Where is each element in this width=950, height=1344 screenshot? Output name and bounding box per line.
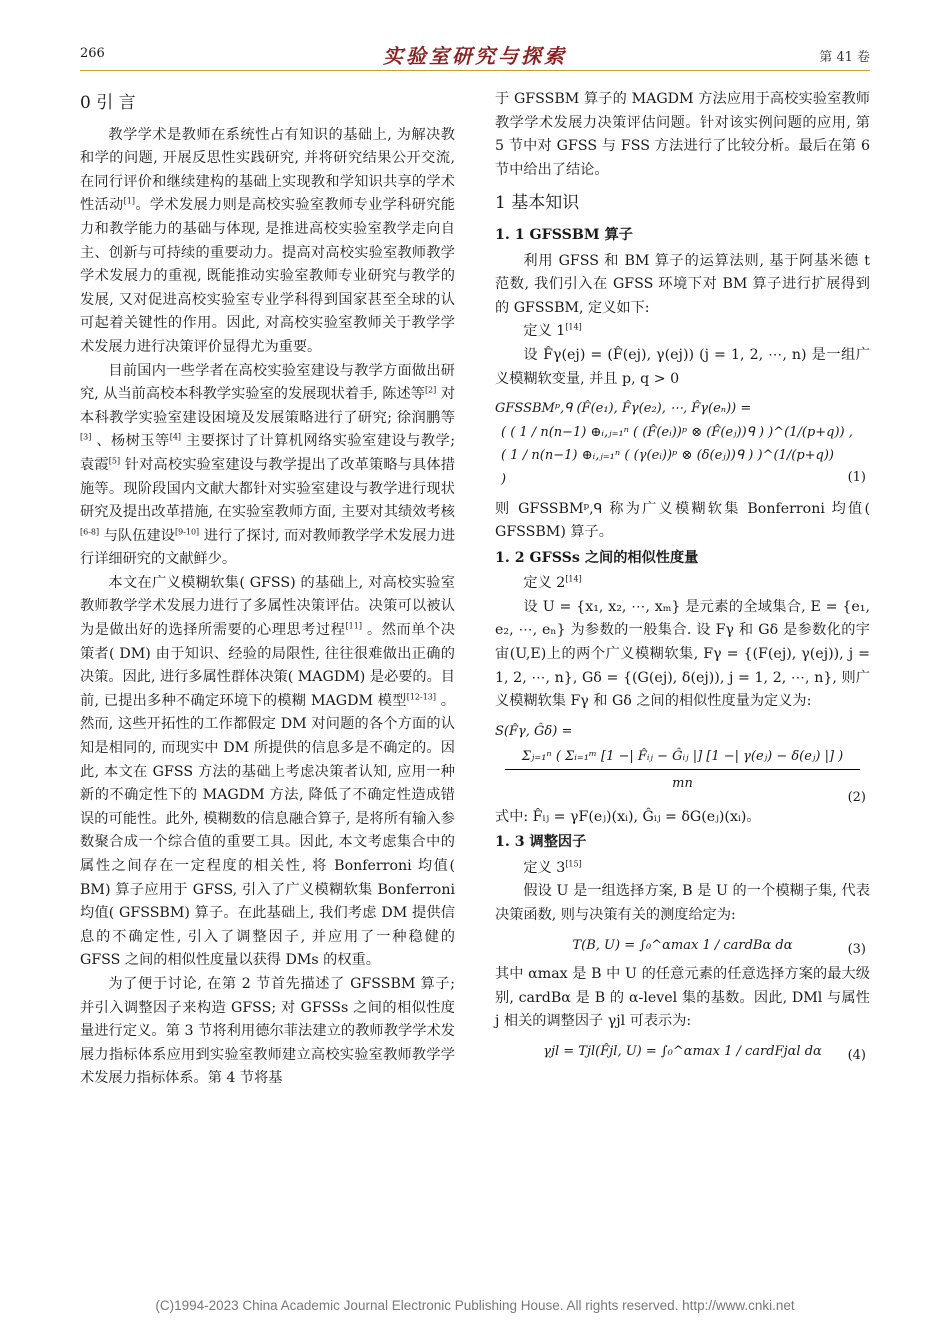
definition-3 (495, 857, 870, 881)
paragraph-1-1b: 则 GFSSBMᵖ,ᑫ 称为广义模糊软集 Bonferroni 均值( GFSSBM) 算子。 (495, 500, 870, 541)
eq1-number: (1) (847, 469, 866, 485)
section-0-heading: 0 引 言 (80, 93, 136, 113)
def-1-label: 定义 1 (523, 323, 566, 340)
paragraph-2 (80, 360, 455, 572)
p2-c: 、杨树玉等 (91, 433, 170, 450)
paragraph-1 (80, 124, 455, 360)
definition-2 (495, 572, 870, 596)
eq2-line-a: S(F̂γ, Ĝδ) = (495, 723, 573, 739)
page-number: 266 (80, 46, 105, 61)
equation-4 (495, 1040, 870, 1064)
subsection-1-2: 1. 2 GFSSs 之间的相似性度量 (495, 549, 699, 566)
paragraph-1-3b: 其中 αmax 是 B 中 U 的任意元素的任意选择方案的最大级别, cardBα 是 B 的 α-level 集的基数。因此, DMl 与属性 j 相关的调整因子 γjl 可表示为: (495, 966, 870, 1030)
definition-2-text: 设 U = {x₁, x₂, ⋯, xₘ} 是元素的全域集合, E = {e₁, e₂, ⋯, eₙ} 为参数的一般集合. 设 Fγ 和 Gδ 是参数化的宇宙(U,E)上的两个广义模糊软集, Fγ = {(F(ej), γ(ej)), j = 1, 2, ⋯, n}, Gδ = {(G(ej), δ(ej)), j = 1, 2, ⋯, n}, 则广义模糊软集 Fγ 和 Gδ 之间的相似性度量为定义为: (495, 598, 870, 710)
ref-1: [1] (123, 196, 135, 206)
def-3-label: 定义 3 (523, 859, 566, 876)
ref-2: [2] (424, 385, 437, 395)
p3-a: 本文在广义模糊软集( GFSS) 的基础上, 对高校实验室教师教学学术发展力进行了多属性决策评估。决策可以被认为是做出好的选择所需要的心理思考过程 (80, 574, 455, 639)
paragraph-4: 为了便于讨论, 在第 2 节首先描述了 GFSSBM 算子; 并引入调整因子来构造 GFSS; 对 GFSSs 之间的相似性度量进行定义。第 3 节将利用德尔菲法建立的教师教学学术发展力指标体系应用到实验室教师建立高校实验室教师教学学术发展力指标体系。第 4 节将基 (80, 975, 455, 1087)
eq3-number: (3) (847, 941, 866, 957)
ref-15: [15] (565, 859, 582, 869)
ref-3: [3] (80, 432, 92, 442)
ref-6-8: [6-8] (80, 526, 100, 536)
right-column (495, 88, 870, 1070)
ref-14b: [14] (565, 574, 582, 584)
ref-9-10: [9-10] (174, 526, 200, 536)
p3-b: 。然而单个决策者( DM) 由于知识、经验的局限性, 往往很难做出正确的决策。因此, 进行多属性群体决策( MAGDM) 是必要的。目前, 已提出多种不确定环境下的模糊 MAGDM 模型 (80, 622, 455, 709)
definition-3-text: 假设 U 是一组选择方案, B 是 U 的一个模糊子集, 代表决策函数, 则与决策有关的测度给定为: (495, 883, 870, 923)
eq2-number: (2) (847, 790, 866, 806)
eq1-line-b: ( ( 1 / n(n−1) ⊕ᵢ,ⱼ₌₁ⁿ ( (F̂(eᵢ))ᵖ ⊗ (F̂(eⱼ))ᑫ ) )^(1/(p+q)) , (501, 424, 853, 440)
p2-b: 对本科教学实验室建设困境及发展策略进行了研究; 徐润鹏等 (80, 386, 456, 426)
paragraph-cont: 于 GFSSBM 算子的 MAGDM 方法应用于高校实验室教师教学学术发展力决策评估问题。针对该实例问题的应用, 第 5 节中对 GFSS 与 FSS 方法进行了比较分析。最后在第 6 节中给出了结论。 (495, 91, 870, 178)
p1-text: 教学学术是教师在系统性占有知识的基础上, 为解决教和学的问题, 开展反思性实践研究, 并将研究结果公开交流, 在同行评价和继续建构的基础上实现教和学知识共享的学术性活动 (80, 126, 455, 214)
ref-5: [5] (108, 456, 121, 466)
p2-d: 主要探讨了计算机网络实验室建设与教学; 袁霞 (80, 433, 455, 473)
subsection-1-3: 1. 3 调整因子 (495, 834, 587, 851)
equation-1 (495, 397, 870, 491)
p1-text-b: 。学术发展力则是高校实验室教师专业学科研究能力和教学能力的基础与体现, 是推进高校实验室教学走向自主、创新与可持续的重要动力。提高对高校实验室教师教学学术发展力的重视, 既能推动实验室教师专业研究与教学的发展, 又对促进高校实验室专业学科得到国家甚至全球的认可起着关键性的作用。因此, 对高校实验室教师关于教学学术发展力进行决策评价显得尤为重要。 (80, 197, 455, 355)
eq4-body: γjl = Tjl(F̂jl, U) = ∫₀^αmax 1 / cardFjαl dα (543, 1043, 822, 1059)
definition-1 (495, 320, 870, 344)
ref-14a: [14] (565, 322, 582, 332)
p2-a: 目前国内一些学者在高校实验室建设与教学方面做出研究, 从当前高校本科教学实验室的发展现状着手, 陈述等 (80, 362, 455, 403)
left-column (80, 88, 455, 1091)
header-rule (80, 70, 870, 71)
p3-c: 。然而, 这些开拓性的工作都假定 DM 对问题的各个方面的认知是相同的, 而现实中 DM 所提供的信息多是不确定的。因此, 本文在 GFSS 方法的基础上考虑决策者认知, 应用一种新的不确定性下的 MAGDM 方法, 降低了不确定性造成错误的可能性。此外, 模糊数的信息融合算子, 是将所有输入参数聚合成一个综合值的重要工具。因此, 本文考虑集合中的属性之间存在一定程度的相关性, 将 Bonferroni 均值( BM) 算子应用于 GFSS, 引入了广义模糊软集 Bonferroni 均值( GFSSBM) 算子。在此基础上, 我们考虑 DM 提供信息的不确定性, 引入了调整因子, 并应用了一种稳健的 GFSS 之间的相似性度量以获得 DMs 的权重。 (80, 692, 455, 969)
section-1-heading: 1 基本知识 (495, 193, 580, 214)
definition-1-text: 设 F̂γ(ej) = (F̂(ej), γ(ej)) (j = 1, 2, ⋯, n) 是一组广义模糊软变量, 并且 p, q > 0 (495, 346, 870, 387)
volume-label: 第 41 卷 (819, 50, 870, 65)
equation-2 (495, 720, 870, 806)
p2-f: 与队伍建设 (99, 527, 175, 544)
p2-g: 进行了探讨, 而对教师教学学术发展力进行详细研究的文献鲜少。 (80, 527, 456, 568)
paragraph-1-2b: 式中: F̂ᵢⱼ = γF(eⱼ)(xᵢ), Ĝᵢⱼ = δG(eⱼ)(xᵢ)。 (495, 808, 761, 825)
ref-11: [11] (345, 621, 362, 631)
page-header (80, 40, 870, 68)
journal-title: 实验室研究与探索 (383, 44, 567, 68)
equation-3 (495, 934, 870, 958)
def-2-label: 定义 2 (523, 575, 566, 592)
eq1-line-a: GFSSBMᵖ,ᑫ (F̂(e₁), F̂γ(e₂), ⋯, F̂γ(eₙ)) = (495, 401, 752, 417)
eq1-line-c: ( 1 / n(n−1) ⊕ᵢ,ⱼ₌₁ⁿ ( (γ(eᵢ))ᵖ ⊗ (δ(eⱼ))ᑫ ) )^(1/(p+q)) ) (501, 448, 834, 487)
ref-12-13: [12-13] (406, 692, 437, 702)
eq3-body: T(B, U) = ∫₀^αmax 1 / cardBα dα (572, 937, 793, 953)
subsection-1-1: 1. 1 GFSSBM 算子 (495, 226, 633, 243)
eq2-numerator: Σⱼ₌₁ⁿ ( Σᵢ₌₁ᵐ [1 −| F̂ᵢⱼ − Ĝᵢⱼ |] [1 −| γ(eⱼ) − δ(eⱼ) |] ) (505, 745, 860, 770)
eq4-number: (4) (847, 1047, 866, 1063)
paragraph-3 (80, 572, 455, 973)
p2-e: 针对高校实验室建设与教学提出了改革策略与具体措施等。现阶段国内文献大都针对实验室建设与教学进行现状研究及提出改革措施, 在实验室教师方面, 主要对其绩效考核 (80, 456, 455, 521)
copyright-footer: (C)1994-2023 China Academic Journal Electronic Publishing House. All rights reserved. http://www.cnki.net (155, 1298, 795, 1313)
paragraph-1-1: 利用 GFSS 和 BM 算子的运算法则, 基于阿基米德 t 范数, 我们引入在 GFSS 环境下对 BM 算子进行扩展得到的 GFSSBM, 定义如下: (495, 252, 870, 316)
eq2-denominator: mn (672, 776, 693, 792)
ref-4: [4] (169, 432, 182, 442)
